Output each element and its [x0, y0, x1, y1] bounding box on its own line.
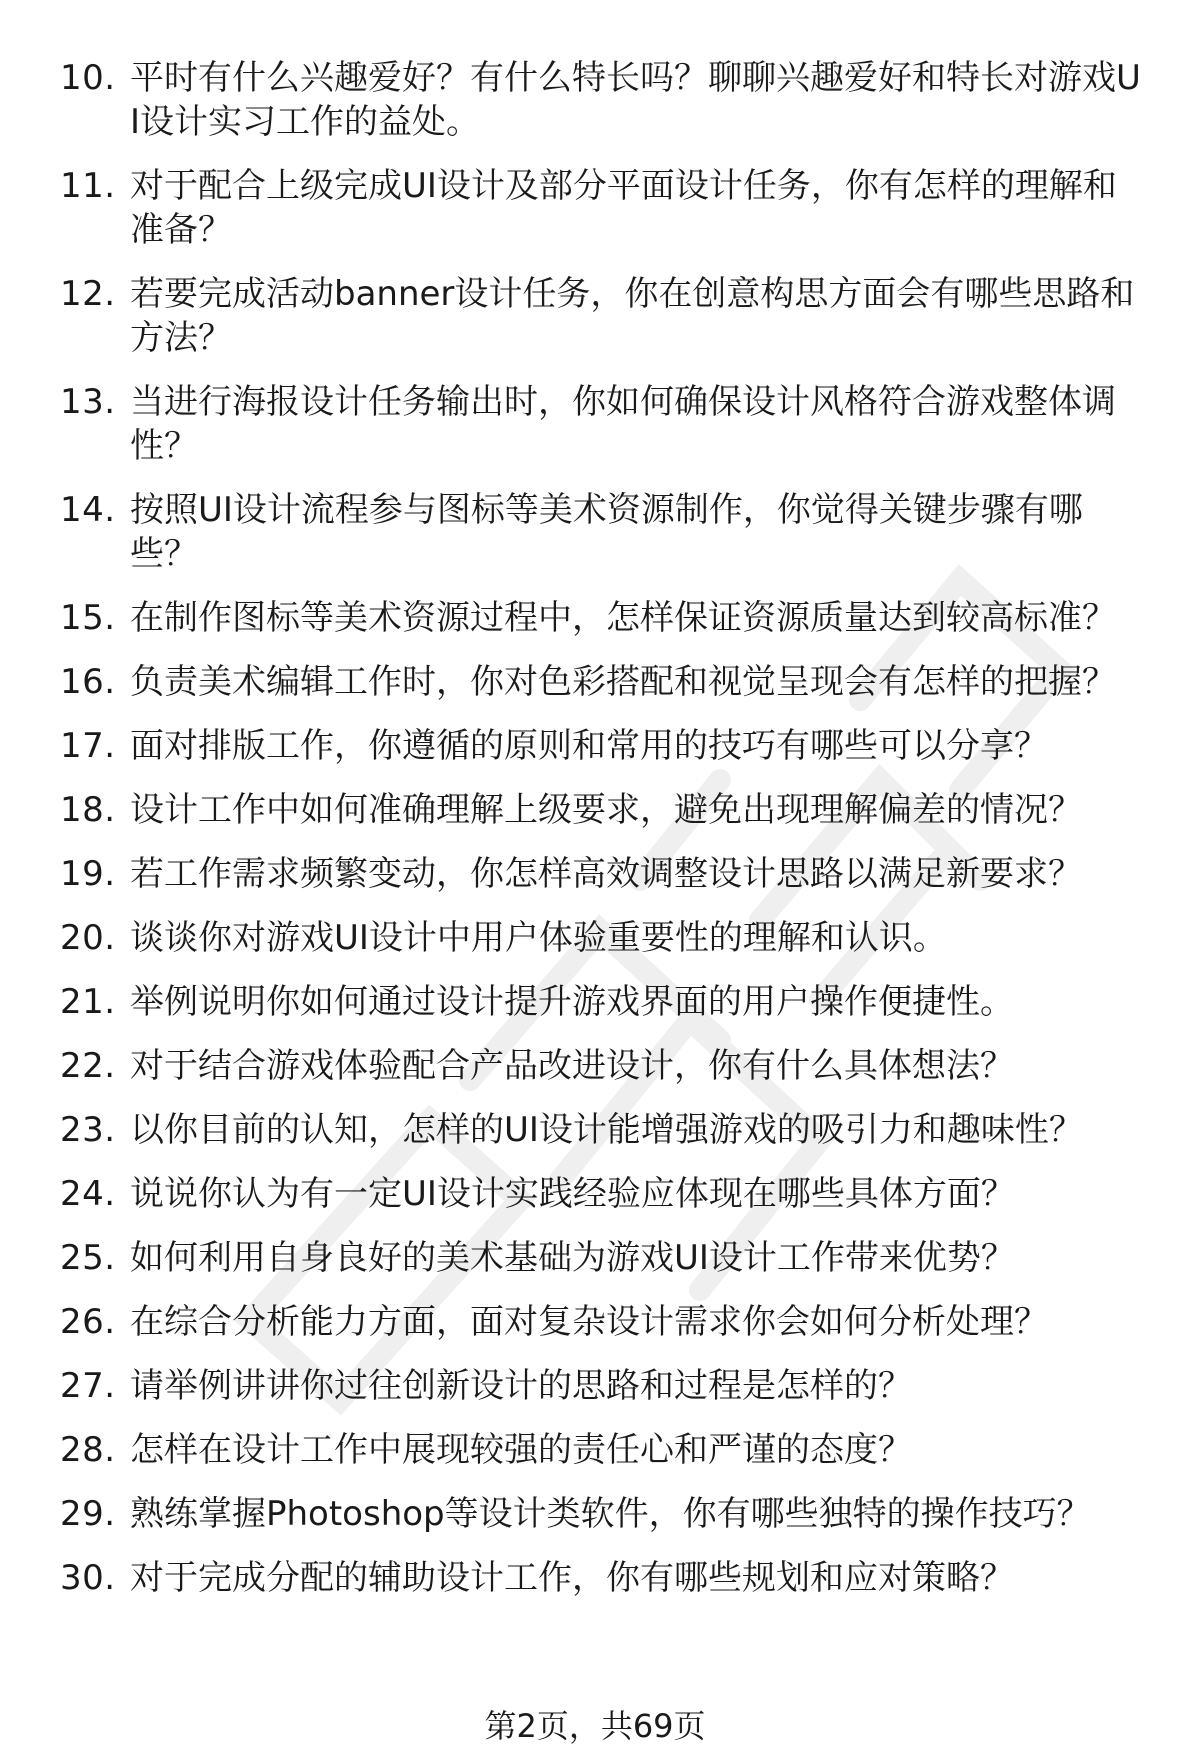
question-number: 24. [60, 1174, 116, 1214]
question-number: 21. [60, 982, 116, 1022]
question-item [60, 724, 1150, 768]
question-text: 对于配合上级完成UI设计及部分平面设计任务，你有怎样的理解和准备？ [130, 166, 1117, 250]
question-item [60, 272, 1150, 360]
question-number: 30. [60, 1558, 116, 1598]
question-number: 29. [60, 1494, 116, 1534]
question-list [60, 56, 1150, 1600]
question-text: 设计工作中如何准确理解上级要求，避免出现理解偏差的情况？ [130, 790, 1082, 830]
question-text: 对于结合游戏体验配合产品改进设计，你有什么具体想法？ [130, 1046, 1014, 1086]
question-number: 26. [60, 1302, 116, 1342]
question-text: 在综合分析能力方面，面对复杂设计需求你会如何分析处理？ [130, 1302, 1048, 1342]
question-text: 在制作图标等美术资源过程中，怎样保证资源质量达到较高标准？ [130, 598, 1116, 638]
question-number: 11. [60, 166, 116, 206]
question-item [60, 1492, 1150, 1536]
page-number-footer: 第2页，共69页 [484, 1707, 706, 1745]
question-number: 13. [60, 382, 116, 422]
question-text: 负责美术编辑工作时，你对色彩搭配和视觉呈现会有怎样的把握？ [130, 662, 1116, 702]
question-number: 27. [60, 1366, 116, 1406]
question-number: 18. [60, 790, 116, 830]
question-text: 当进行海报设计任务输出时，你如何确保设计风格符合游戏整体调性？ [130, 382, 1116, 466]
question-item [60, 660, 1150, 704]
question-item [60, 488, 1150, 576]
question-number: 22. [60, 1046, 116, 1086]
question-text: 若要完成活动banner设计任务，你在创意构思方面会有哪些思路和方法？ [130, 274, 1135, 358]
question-list-container [60, 56, 1150, 1620]
question-item [60, 164, 1150, 252]
question-item [60, 788, 1150, 832]
question-number: 17. [60, 726, 116, 766]
question-number: 12. [60, 274, 116, 314]
question-item [60, 56, 1150, 144]
question-text: 对于完成分配的辅助设计工作，你有哪些规划和应对策略？ [130, 1558, 1014, 1598]
question-number: 23. [60, 1110, 116, 1150]
question-text: 面对排版工作，你遵循的原则和常用的技巧有哪些可以分享？ [130, 726, 1048, 766]
question-item [60, 1428, 1150, 1472]
question-item [60, 916, 1150, 960]
question-text: 若工作需求频繁变动，你怎样高效调整设计思路以满足新要求？ [130, 854, 1082, 894]
question-number: 25. [60, 1238, 116, 1278]
question-text: 怎样在设计工作中展现较强的责任心和严谨的态度？ [130, 1430, 912, 1470]
question-item [60, 1556, 1150, 1600]
question-number: 14. [60, 490, 116, 530]
question-text: 以你目前的认知，怎样的UI设计能增强游戏的吸引力和趣味性？ [130, 1110, 1083, 1150]
question-item [60, 380, 1150, 468]
question-text: 平时有什么兴趣爱好？有什么特长吗？聊聊兴趣爱好和特长对游戏UI设计实习工作的益处。 [130, 58, 1141, 142]
question-text: 如何利用自身良好的美术基础为游戏UI设计工作带来优势？ [130, 1238, 1015, 1278]
question-item [60, 596, 1150, 640]
question-number: 15. [60, 598, 116, 638]
question-text: 谈谈你对游戏UI设计中用户体验重要性的理解和认识。 [130, 918, 947, 958]
question-number: 16. [60, 662, 116, 702]
question-item [60, 1236, 1150, 1280]
question-item [60, 1044, 1150, 1088]
question-item [60, 1300, 1150, 1344]
question-text: 熟练掌握Photoshop等设计类软件，你有哪些独特的操作技巧？ [130, 1494, 1091, 1534]
question-item [60, 1108, 1150, 1152]
question-item [60, 852, 1150, 896]
question-text: 举例说明你如何通过设计提升游戏界面的用户操作便捷性。 [130, 982, 1014, 1022]
question-item [60, 1364, 1150, 1408]
question-number: 20. [60, 918, 116, 958]
question-number: 19. [60, 854, 116, 894]
question-number: 28. [60, 1430, 116, 1470]
question-number: 10. [60, 58, 116, 98]
question-text: 请举例讲讲你过往创新设计的思路和过程是怎样的？ [130, 1366, 912, 1406]
question-item [60, 1172, 1150, 1216]
question-item [60, 980, 1150, 1024]
question-text: 按照UI设计流程参与图标等美术资源制作，你觉得关键步骤有哪些？ [130, 490, 1083, 574]
question-text: 说说你认为有一定UI设计实践经验应体现在哪些具体方面？ [130, 1174, 1015, 1214]
